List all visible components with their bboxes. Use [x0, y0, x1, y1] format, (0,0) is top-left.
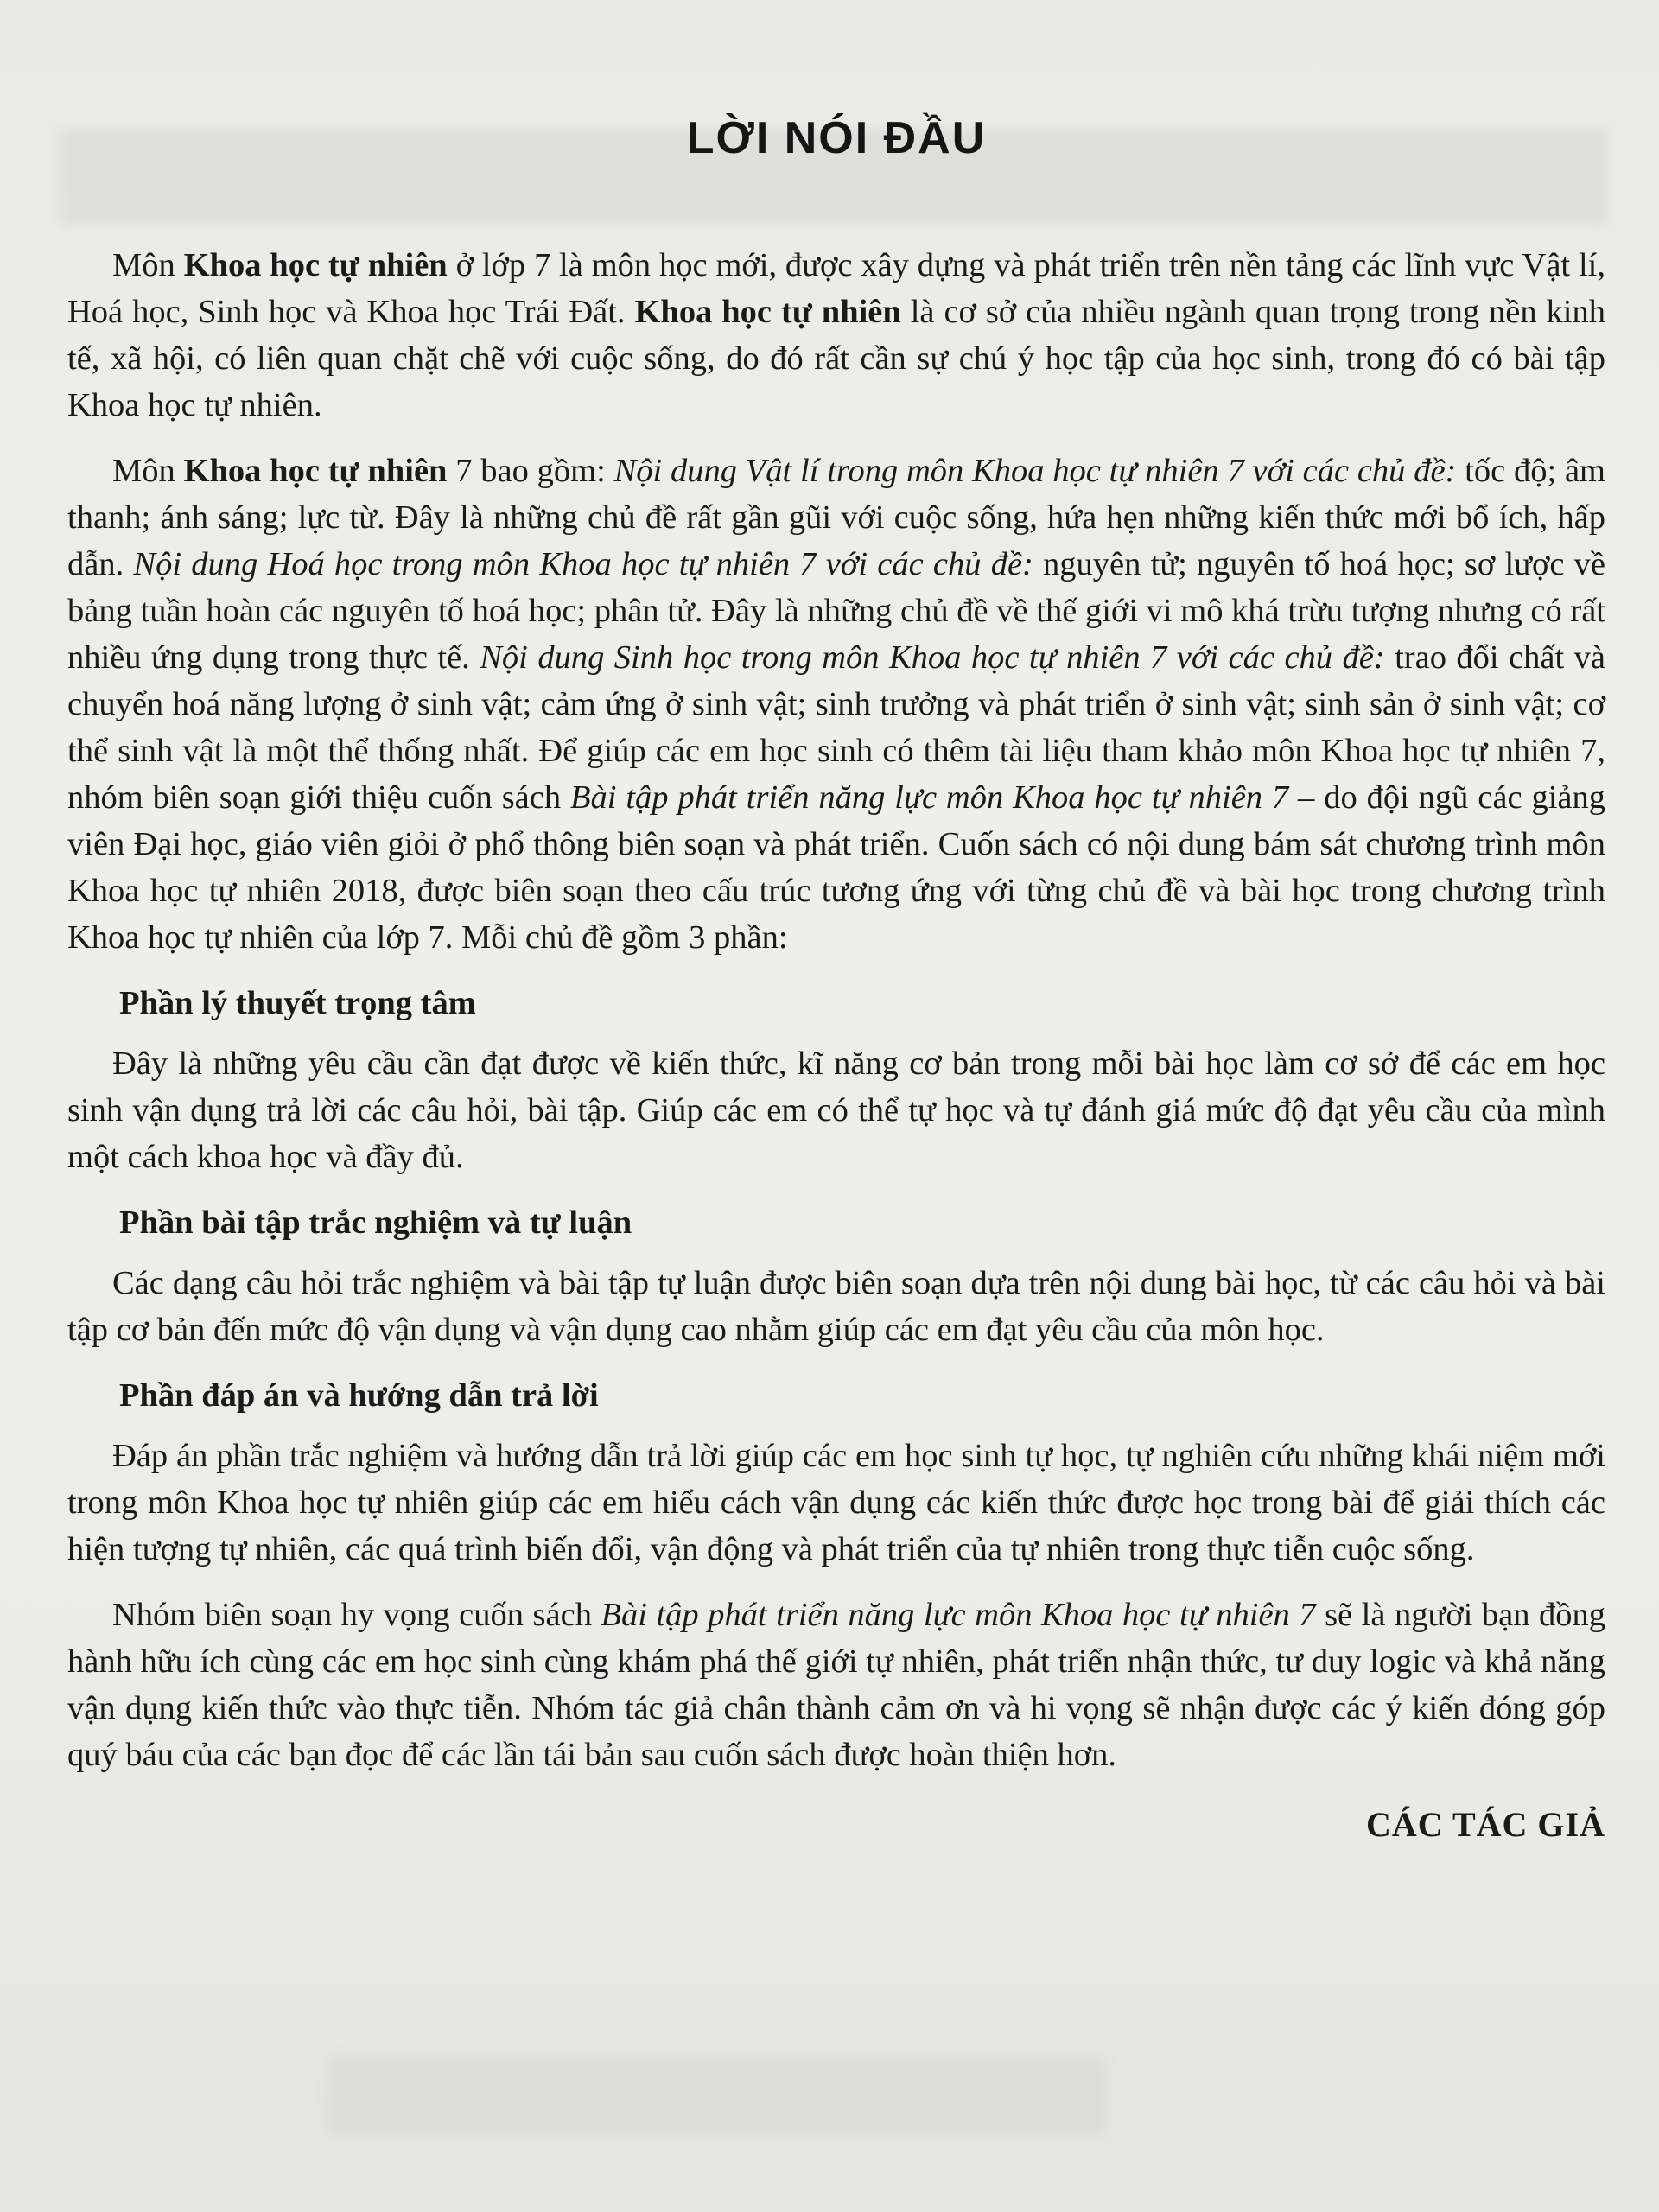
book-title: Bài tập phát triển năng lực môn Khoa học tự nhiên 7 — [601, 1597, 1316, 1633]
text-run: trao đổi chất và chuyển hoá năng lượng ở sinh vật; cảm ứng ở sinh vật; sinh trưởng và phát triển ở sinh vật; sinh sản ở sinh vật; cơ thể sinh vật là một thể thống nhất. Để giúp các em học sinh có thêm tài liệu tham khảo môn Khoa học tự nhiên 7, nhóm biên soạn giới thiệu cuốn sách — [67, 639, 1606, 816]
text-run: sẽ là người bạn đồng hành hữu ích cùng các em học sinh cùng khám phá thế giới tự nhiên, phát triển nhận thức, tư duy logic và khả năng vận dụng kiến thức vào thực tiễn. Nhóm tác giả chân thành cảm ơn và hi vọng sẽ nhận được các ý kiến đóng góp quý báu của các bạn đọc để các lần tái bản sau cuốn sách được hoàn thiện hơn. — [67, 1597, 1605, 1773]
intro-paragraph — [67, 242, 1605, 429]
text-run: nguyên tử; nguyên tố hoá học; sơ lược về bảng tuần hoàn các nguyên tố hoá học; phân tử. Đây là những chủ đề về thế giới vi mô khá trừu tượng nhưng có rất nhiều ứng dụng trong thực tế. — [67, 546, 1605, 676]
bold-term: Khoa học tự nhiên — [183, 247, 448, 283]
page-title: LỜI NÓI ĐẦU — [686, 113, 987, 163]
content-paragraph — [67, 448, 1605, 961]
text-run: tốc độ; âm thanh; ánh sáng; lực từ. Đây là những chủ đề rất gần gũi với cuộc sống, hứa hẹn những kiến thức mới bổ ích, hấp dẫn. — [67, 453, 1605, 582]
italic-phrase: Nội dung Hoá học trong môn Khoa học tự nhiên 7 với các chủ đề: — [133, 546, 1033, 582]
theory-paragraph: Đây là những yêu cầu cần đạt được về kiến thức, kĩ năng cơ bản trong mỗi bài học làm cơ sở để các em học sinh vận dụng trả lời các câu hỏi, bài tập. Giúp các em có thể tự học và tự đánh giá mức độ đạt yêu cầu của mình một cách khoa học và đầy đủ. — [67, 1046, 1605, 1175]
closing-paragraph — [67, 1592, 1605, 1778]
text-run: Môn — [112, 247, 184, 283]
show-through-shadow — [328, 2056, 1106, 2134]
section-heading-exercises: Phần bài tập trắc nghiệm và tự luận — [119, 1205, 632, 1241]
section-heading-answers: Phần đáp án và hướng dẫn trả lời — [119, 1377, 599, 1414]
answers-paragraph: Đáp án phần trắc nghiệm và hướng dẫn trả lời giúp các em học sinh tự học, tự nghiên cứu những khái niệm mới trong môn Khoa học tự nhiên giúp các em hiểu cách vận dụng các kiến thức được học trong bài để giải thích các hiện tượng tự nhiên, các quá trình biến đổi, vận động và phát triển của tự nhiên trong thực tiễn cuộc sống. — [67, 1438, 1605, 1567]
book-title: Bài tập phát triển năng lực môn Khoa học tự nhiên 7 — [570, 779, 1289, 816]
exercises-paragraph: Các dạng câu hỏi trắc nghiệm và bài tập tự luận được biên soạn dựa trên nội dung bài học, từ các câu hỏi và bài tập cơ bản đến mức độ vận dụng và vận dụng cao nhằm giúp các em đạt yêu cầu của môn học. — [67, 1265, 1605, 1348]
section-heading-theory: Phần lý thuyết trọng tâm — [119, 985, 476, 1021]
bold-term: Khoa học tự nhiên — [183, 453, 448, 489]
italic-phrase: Nội dung Vật lí trong môn Khoa học tự nhiên 7 với các chủ đề: — [613, 453, 1457, 489]
text-run: ở lớp 7 là môn học mới, được xây dựng và phát triển trên nền tảng các lĩnh vực Vật lí, Hoá học, Sinh học và Khoa học Trái Đất. — [67, 247, 1605, 330]
page-content — [67, 112, 1605, 1845]
bold-term: Khoa học tự nhiên — [634, 294, 901, 330]
text-run: là cơ sở của nhiều ngành quan trọng trong nền kinh tế, xã hội, có liên quan chặt chẽ với cuộc sống, do đó rất cần sự chú ý học tập của học sinh, trong đó có bài tập Khoa học tự nhiên. — [67, 294, 1606, 423]
text-run: 7 bao gồm: — [447, 453, 614, 489]
text-run: Môn — [112, 453, 184, 489]
authors-signature: CÁC TÁC GIẢ — [1366, 1805, 1605, 1844]
text-run: – do đội ngũ các giảng viên Đại học, giáo viên giỏi ở phổ thông biên soạn và phát triển. Cuốn sách có nội dung bám sát chương trình môn Khoa học tự nhiên 2018, được biên soạn theo cấu trúc tương ứng với từng chủ đề và bài học trong chương trình Khoa học tự nhiên của lớp 7. Mỗi chủ đề gồm 3 phần: — [67, 779, 1605, 956]
text-run: Nhóm biên soạn hy vọng cuốn sách — [112, 1597, 601, 1633]
italic-phrase: Nội dung Sinh học trong môn Khoa học tự nhiên 7 với các chủ đề: — [480, 639, 1385, 676]
